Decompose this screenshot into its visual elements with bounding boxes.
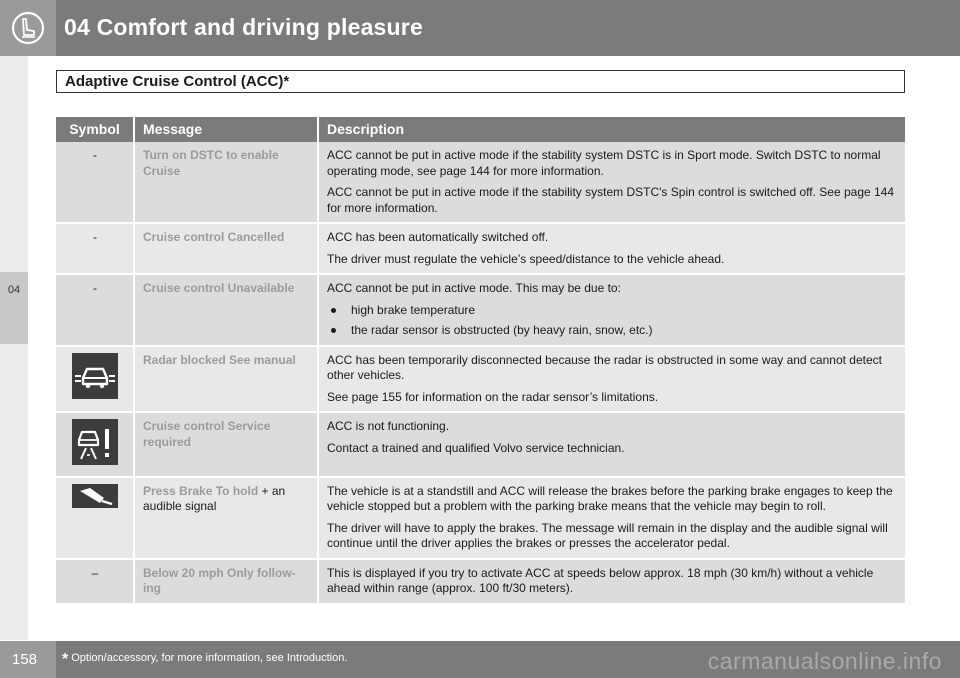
section-title: Adaptive Cruise Control (ACC)*	[56, 70, 905, 93]
description-text: Contact a trained and qualified Volvo service technician.	[327, 440, 625, 455]
column-header-message: Message	[133, 117, 317, 142]
description-cell	[317, 142, 905, 222]
description-text: The driver will have to apply the brakes. The message will remain in the display and the audible signal will continue until the driver applies the brakes or presses the accelerator pedal.	[327, 520, 888, 550]
table-row	[56, 222, 905, 273]
car-radar-icon	[72, 353, 118, 399]
list-item: the radar sensor is obstructed (by heavy rain, snow, etc.)	[327, 323, 898, 339]
cause-list	[327, 303, 898, 339]
symbol-cell: -	[56, 222, 133, 273]
description-text: See page 155 for information on the radar sensor’s limitations.	[327, 389, 659, 404]
message-cell: Below 20 mph Only follow-ing	[133, 558, 317, 603]
acc-service-warning-icon	[72, 419, 118, 465]
chapter-side-tab-label: 04	[7, 284, 21, 296]
chapter-icon-box	[0, 0, 56, 56]
table-row	[56, 411, 905, 476]
message-cell: Cruise control Service required	[133, 411, 317, 476]
footnote-text: Option/accessory, for more information, see Introduction.	[71, 652, 348, 664]
description-cell	[317, 476, 905, 558]
chapter-side-tab	[0, 56, 28, 640]
column-header-symbol: Symbol	[56, 117, 133, 142]
table-row	[56, 558, 905, 603]
description-cell	[317, 273, 905, 345]
message-cell: Radar blocked See manual	[133, 345, 317, 412]
description-cell	[317, 345, 905, 412]
message-cell	[133, 476, 317, 558]
list-item: high brake temperature	[327, 303, 898, 319]
column-header-description: Description	[317, 117, 905, 142]
page-number: 158	[12, 651, 38, 668]
symbol-cell	[56, 345, 133, 412]
description-text: The driver must regulate the vehicle’s speed/distance to the vehicle ahead.	[327, 251, 725, 266]
table-row	[56, 142, 905, 222]
table-row	[56, 476, 905, 558]
symbol-cell: –	[56, 558, 133, 603]
description-text: ACC cannot be put in active mode if the stability system DSTC is in Sport mode. Switch DSTC to normal operating mode, see page 144 for more information.	[327, 148, 881, 178]
acc-messages-table	[56, 117, 905, 603]
chapter-side-tab-active	[0, 272, 28, 344]
chapter-header	[0, 0, 960, 56]
description-text: The vehicle is at a standstill and ACC will release the brakes before the parking brake engages to keep the vehicle stopped but a problem with the parking brake means that the vehicle may begin to roll.	[327, 483, 893, 513]
description-text: ACC cannot be put in active mode. This may be due to:	[327, 281, 621, 295]
seat-icon	[10, 10, 46, 46]
description-text: ACC cannot be put in active mode if the stability system DSTC's Spin control is switched off. See page 144 for more information.	[327, 185, 895, 215]
watermark: carmanualsonline.info	[707, 648, 942, 674]
table-header-row	[56, 117, 905, 142]
description-text: This is displayed if you try to activate ACC at speeds below approx. 18 mph (30 km/h) without a vehicle ahead within range (approx. 100 ft/30 meters).	[327, 565, 874, 595]
description-text: ACC has been temporarily disconnected because the radar is obstructed in some way and cannot detect other vehicles.	[327, 352, 882, 382]
symbol-cell	[56, 476, 133, 558]
description-cell	[317, 222, 905, 273]
footnote	[62, 651, 347, 669]
message-text: Press Brake To hold	[143, 483, 259, 498]
footnote-star: *	[62, 651, 69, 668]
message-cell: Cruise control Cancelled	[133, 222, 317, 273]
symbol-cell: -	[56, 273, 133, 345]
message-cell: Cruise control Unavailable	[133, 273, 317, 345]
message-suffix: + an audible signal	[143, 483, 286, 513]
table-row	[56, 345, 905, 412]
description-cell	[317, 558, 905, 603]
symbol-cell	[56, 411, 133, 476]
symbol-cell: -	[56, 142, 133, 222]
description-text: ACC is not functioning.	[327, 419, 450, 433]
table-row	[56, 273, 905, 345]
brake-pedal-icon	[72, 484, 118, 508]
chapter-title: 04 Comfort and driving pleasure	[64, 14, 423, 40]
message-cell: Turn on DSTC to enable Cruise	[133, 142, 317, 222]
description-text: ACC has been automatically switched off.	[327, 230, 549, 244]
description-cell	[317, 411, 905, 476]
